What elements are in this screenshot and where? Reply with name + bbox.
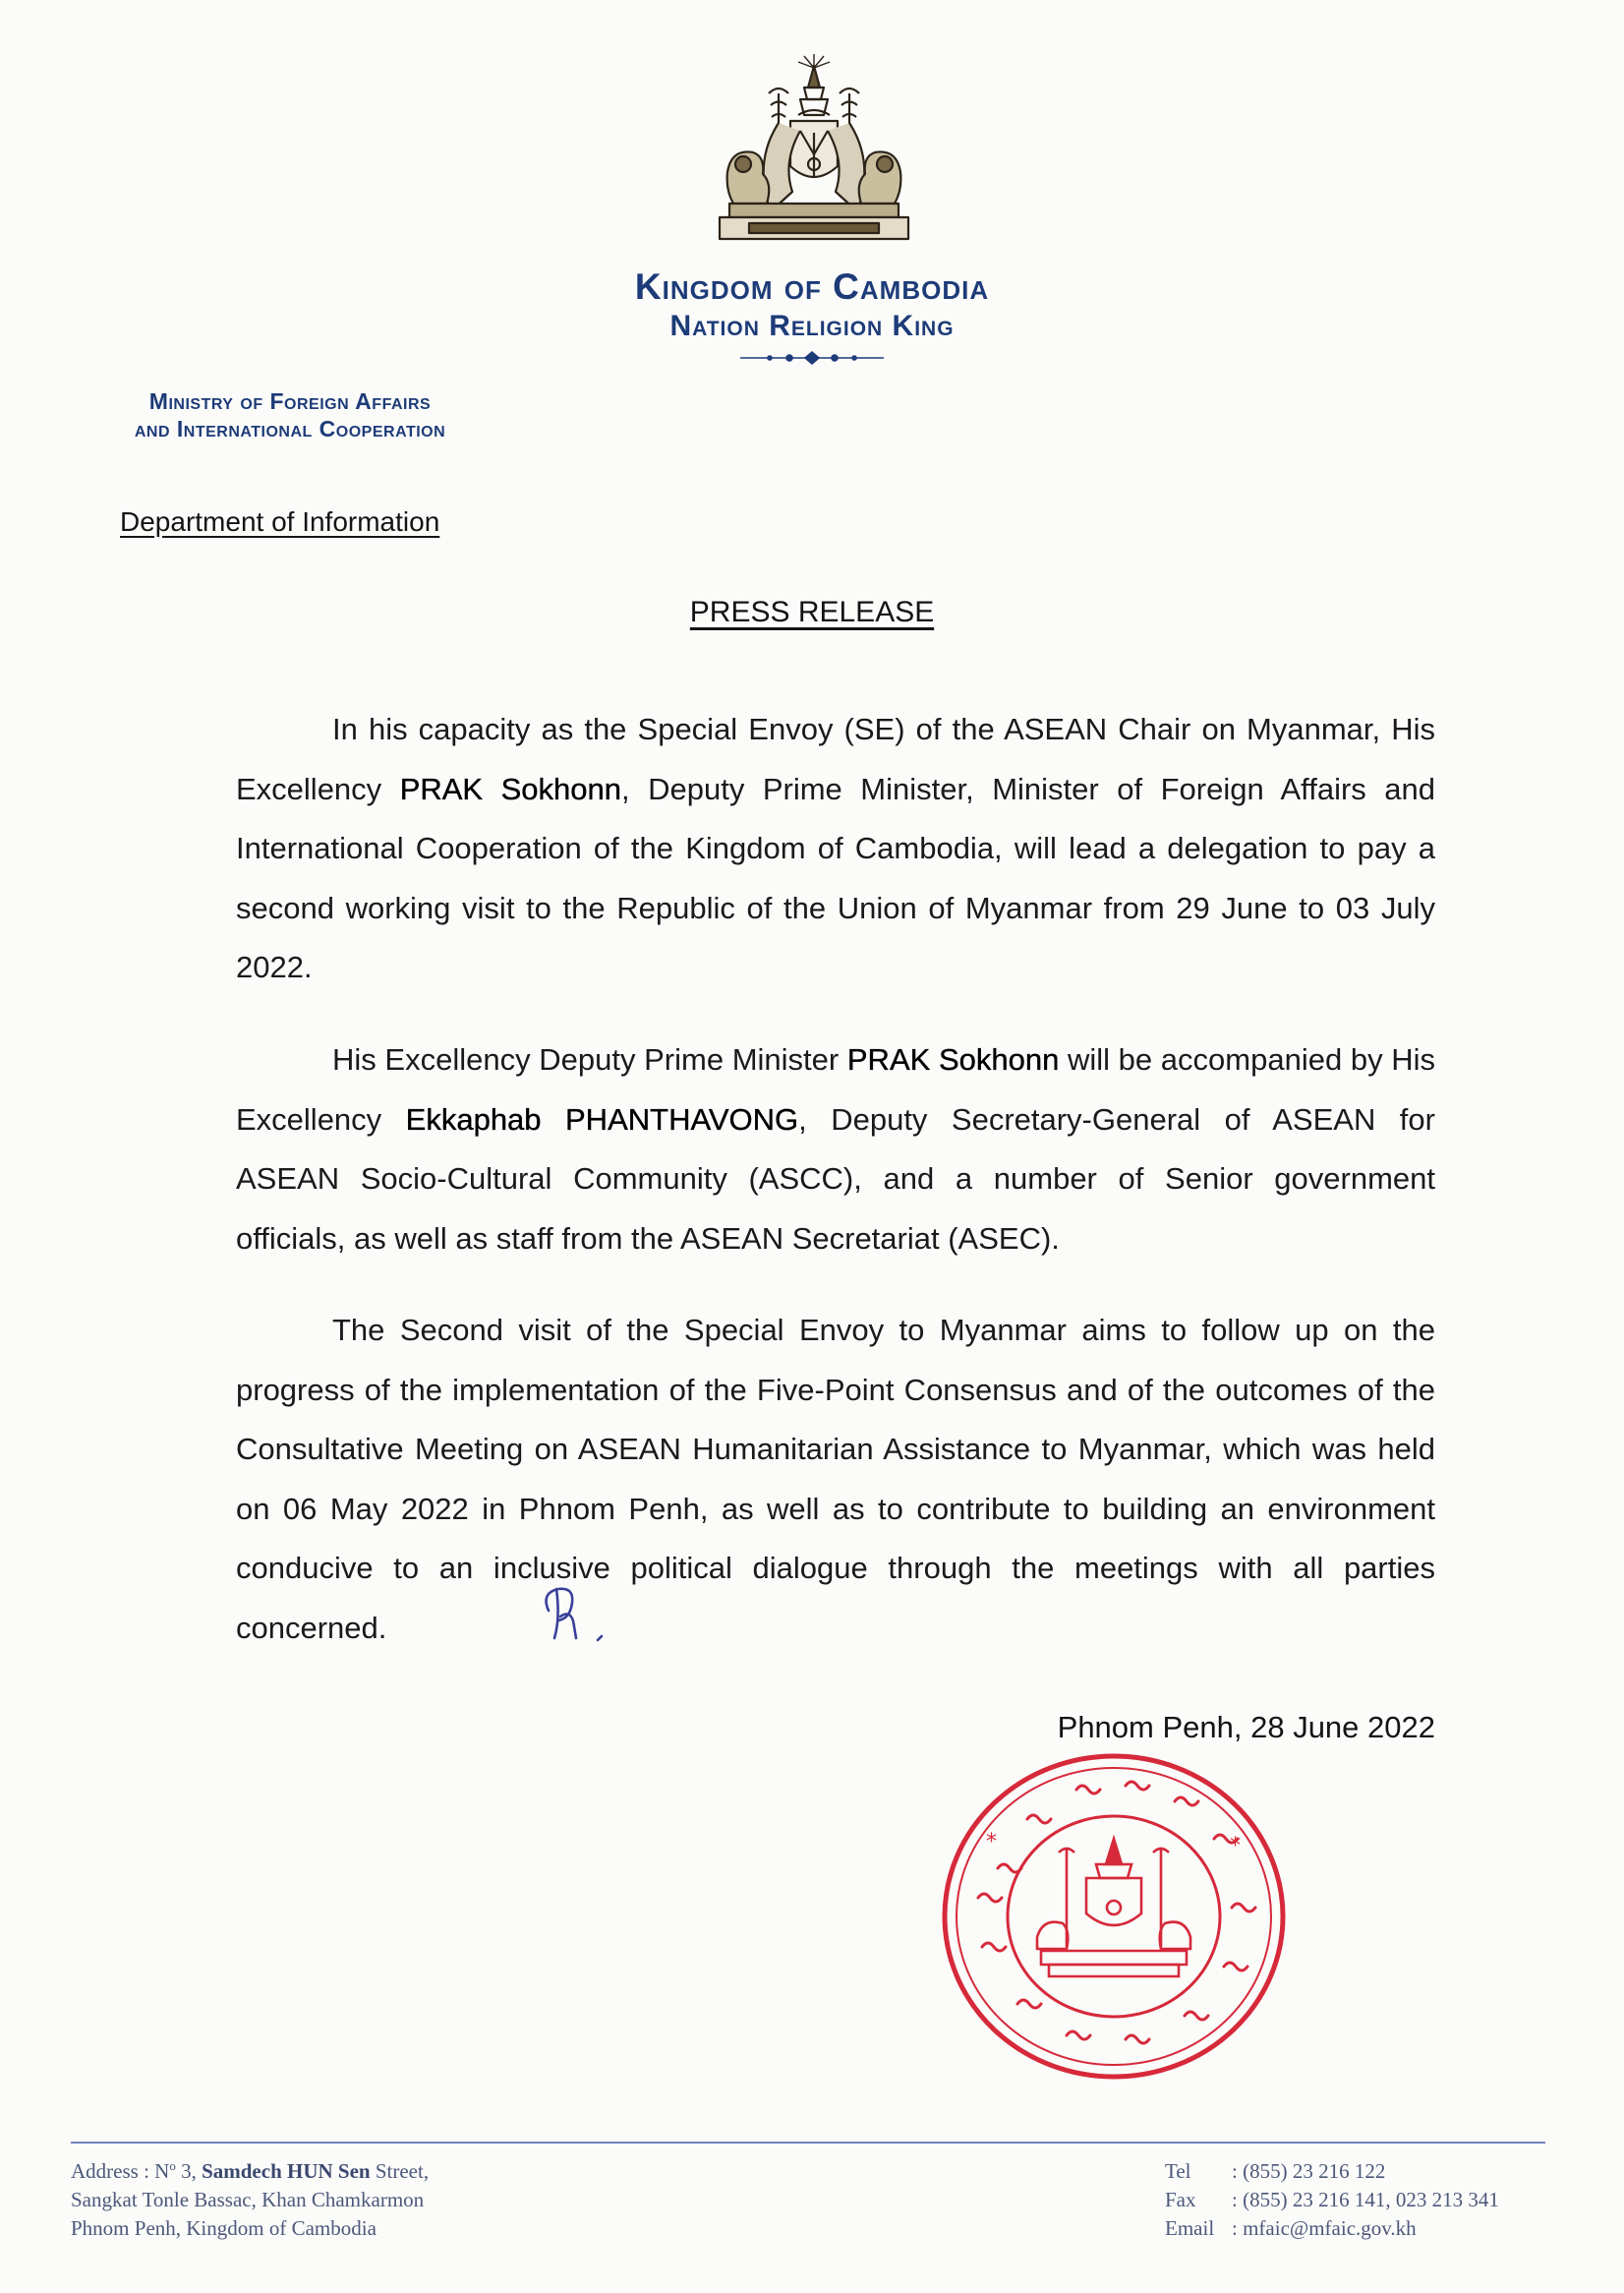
address-line-1: Address : $N^o$ 3, Samdech HUN Sen Street,: [71, 2158, 430, 2183]
bold-name: PRAK Sokhonn: [399, 771, 621, 806]
place-and-date: Phnom Penh, 28 June 2022: [1057, 1710, 1435, 1744]
footer-address: [71, 2157, 759, 2243]
body-paragraph-3: The Second visit of the Special Envoy to Myanmar aims to follow up on the progress of the implementation of the Five-Point Consensus and of the outcomes of the Consultative Meeting on ASEAN Humanitarian Assistance to Myanmar, which was held on 06 May 2022 in Phnom Penh, as well as to contribute to building an environment conducive to an inclusive political dialogue through the meetings with all parties concerned.: [236, 1313, 1435, 1645]
ministry-name-line1: Ministry of Foreign Affairs: [148, 388, 432, 414]
ministry-name-line2: and International Cooperation: [134, 416, 446, 441]
address-line-2: Sangkat Tonle Bassac, Khan Chamkarmon: [71, 2188, 425, 2211]
body-paragraph-1: In his capacity as the Special Envoy (SE) of the ASEAN Chair on Myanmar, His Excellency PRAK Sokhonn, Deputy Prime Minister, Minister of Foreign Affairs and International Cooperation of the Kingdom of Cambodia, will lead a delegation to pay a second working visit to the Republic of the Union of Myanmar from 29 June to 03 July 2022.: [236, 712, 1436, 984]
royal-arms-crest-icon: [710, 54, 918, 251]
svg-text:*: *: [1230, 1834, 1241, 1858]
handwritten-initials-icon: [531, 1581, 619, 1650]
contact-email[interactable]: Email : mfaic@mfaic.gov.kh: [1165, 2216, 1417, 2240]
official-seal-icon: [939, 1750, 1289, 2083]
kingdom-title: Kingdom of Cambodia: [634, 266, 990, 307]
body-paragraph-2: His Excellency Deputy Prime Minister PRAK Sokhonn will be accompanied by His Excellency Ekkaphab PHANTHAVONG, Deputy Secretary-General of ASEAN for ASEAN Socio-Cultural Community (ASCC), and a number of Senior government officials, as well as staff from the ASEAN Secretariat (ASEC).: [236, 1042, 1435, 1256]
contact-tel: Tel : (855) 23 216 122: [1165, 2159, 1386, 2183]
address-line-3: Phnom Penh, Kingdom of Cambodia: [71, 2216, 377, 2240]
bold-name: PRAK Sokhonn: [846, 1042, 1060, 1077]
department-name: Department of Information: [120, 506, 440, 537]
decorative-divider-icon: [740, 350, 884, 366]
svg-text:*: *: [986, 1830, 997, 1854]
contact-fax: Fax : (855) 23 216 141, 023 213 341: [1165, 2188, 1499, 2211]
document-title: PRESS RELEASE: [689, 596, 935, 628]
kingdom-motto: Nation Religion King: [669, 310, 955, 342]
bold-name: Ekkaphab PHANTHAVONG: [405, 1101, 799, 1137]
footer-divider: [71, 2142, 1545, 2144]
footer-contacts: [1165, 2157, 1617, 2243]
